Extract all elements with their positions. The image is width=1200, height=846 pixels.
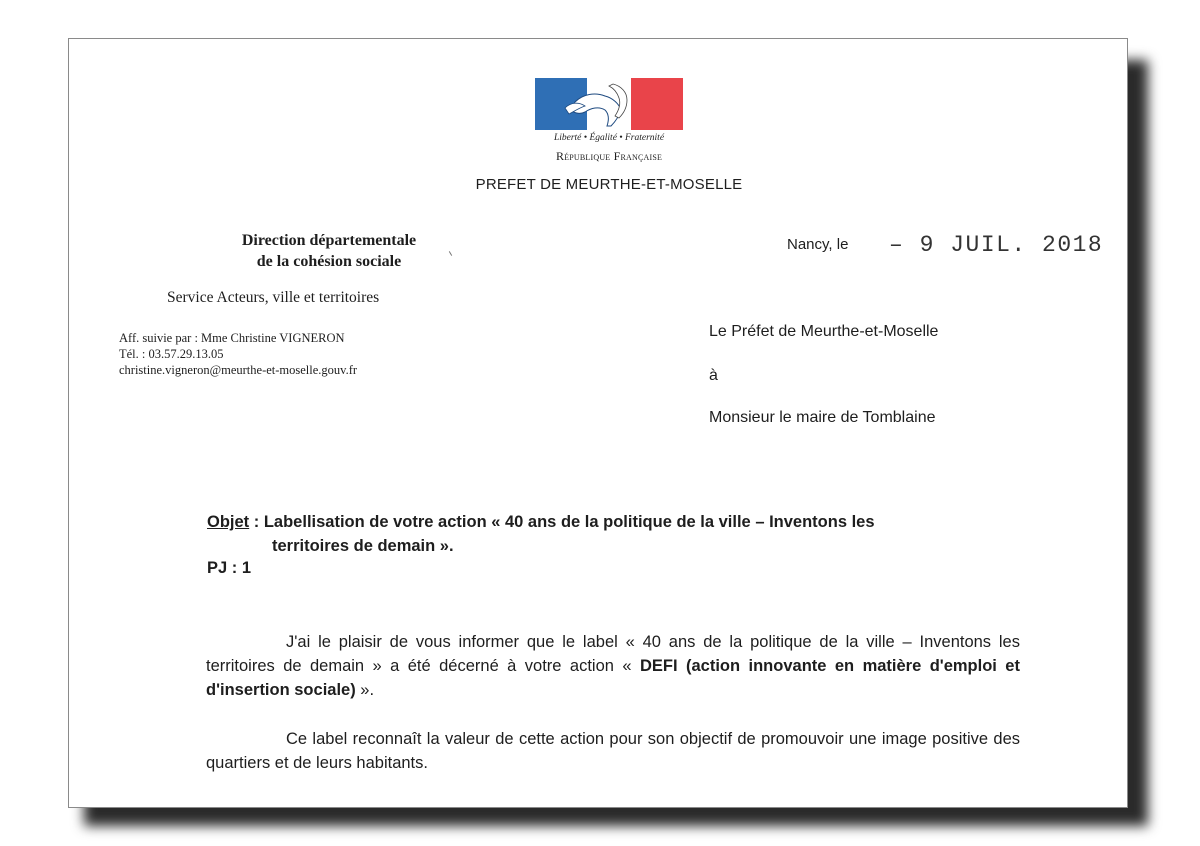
p1-action-name: DEFI (action innovante en matière d'emploi et d'insertion sociale) <box>206 657 1020 699</box>
p1-start: J'ai le plaisir de vous informer que le label « 40 ans de la politique de la ville – Inventons les territoires de demain » a été décerné à votre action « <box>206 633 1020 675</box>
attachments: PJ : 1 <box>207 559 252 577</box>
phone-number: Tél. : 03.57.29.13.05 <box>119 347 224 361</box>
recipient-to: Monsieur le maire de Tomblaine <box>709 409 936 426</box>
sender-direction <box>179 230 479 272</box>
subject-line-2: territoires de demain ». <box>272 537 454 555</box>
body-paragraph-1 <box>206 630 1020 702</box>
subject-separator: : <box>249 513 264 531</box>
direction-line-2: de la cohésion sociale <box>256 253 402 270</box>
republic-motto: Liberté • Égalité • Fraternité <box>553 133 665 143</box>
body-paragraph-2: Ce label reconnaît la valeur de cette action pour son objectif de promouvoir une image positive des quartiers et de leurs habitants. <box>206 730 1020 772</box>
marianne-logo <box>535 78 683 130</box>
prefecture-title: PREFET DE MEURTHE-ET-MOSELLE <box>475 176 743 193</box>
letter-page <box>68 38 1128 808</box>
republic-name: République Française <box>555 149 663 163</box>
sender-service: Service Acteurs, ville et territoires <box>167 289 380 306</box>
subject-label: Objet <box>207 513 250 531</box>
recipient-from: Le Préfet de Meurthe-et-Moselle <box>709 323 939 340</box>
subject-block <box>207 510 1027 558</box>
recipient-to-word: à <box>709 367 718 384</box>
followed-by: Aff. suivie par : Mme Christine VIGNERON <box>119 331 345 345</box>
date-stamp: – 9 JUIL. 2018 <box>889 232 1104 258</box>
p1-end: ». <box>355 681 375 699</box>
email-address: christine.vigneron@meurthe-et-moselle.gouv.fr <box>119 363 358 377</box>
direction-line-1: Direction départementale <box>241 232 417 249</box>
date-label: Nancy, le <box>787 236 849 253</box>
subject-line-1: Labellisation de votre action « 40 ans de la politique de la ville – Inventons les <box>263 513 875 531</box>
sender-contact <box>119 330 357 378</box>
